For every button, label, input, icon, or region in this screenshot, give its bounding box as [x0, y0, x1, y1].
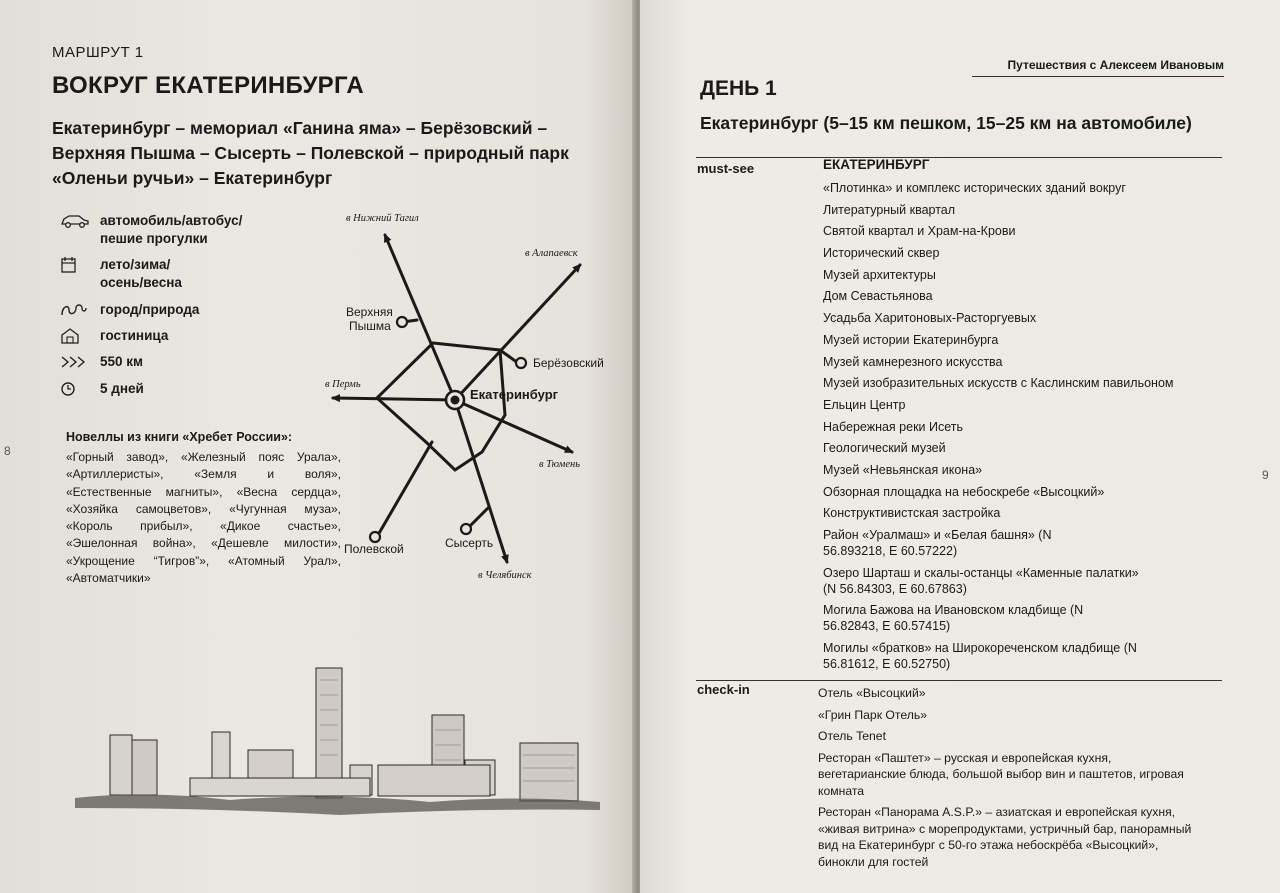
check-in-rule	[696, 680, 1222, 681]
info-transport-text: автомобиль/автобус/ пешие прогулки	[100, 213, 243, 246]
list-item: Ресторан «Паштет» – русская и европейская кухня, вегетарианские блюда, большой выбор вин и паштетов, игровая комната	[818, 750, 1184, 798]
route-icon	[60, 301, 90, 319]
road-tyumen	[455, 400, 572, 452]
running-header: Путешествия с Алексеем Ивановым	[1007, 58, 1224, 72]
route-map	[315, 205, 615, 590]
day-subtitle: Екатеринбург (5–15 км пешком, 15–25 км на автомобиле)	[700, 113, 1192, 133]
road-sysert	[468, 508, 488, 528]
direction-perm: в Пермь	[325, 379, 361, 390]
page-number-left: 8	[4, 444, 11, 458]
info-accommodation-text: гостиница	[100, 328, 169, 343]
direction-alapaevsk: в Алапаевск	[525, 248, 578, 259]
town-label-sysert: Сысерть	[445, 536, 494, 550]
road-nizhny-tagil	[385, 235, 455, 400]
list-item: Музей архитектуры	[823, 267, 936, 282]
route-description: Екатеринбург – мемориал «Ганина яма» – Берёзовский – Верхняя Пышма – Сысерть – Полевской – природный парк «Оленьи ручьи» – Екатеринбург	[52, 118, 569, 188]
list-item: Музей «Невьянская икона»	[823, 462, 983, 477]
list-item: Конструктивистская застройка	[823, 506, 1001, 521]
town-label-berezovsky: Берёзовский	[533, 356, 604, 370]
town-label-verkhnyaya-pyshma	[346, 305, 393, 333]
list-item: Ельцин Центр	[823, 397, 906, 412]
center-label: Екатеринбург	[470, 387, 559, 402]
list-item: Музей камнерезного искусства	[823, 354, 1003, 369]
route-label: МАРШРУТ 1	[52, 44, 144, 61]
page-number-right: 9	[1262, 468, 1269, 482]
list-item: Литературный квартал	[823, 202, 956, 217]
town-label-verkhnyaya-pyshma-line2: Пышма	[349, 319, 391, 333]
list-item: «Плотинка» и комплекс исторических зданий вокруг	[823, 181, 1126, 195]
road-alapaevsk	[455, 265, 580, 400]
list-item: Музей изобразительных искусств с Каслинским павильоном	[823, 376, 1174, 391]
list-item: Отель Tenet	[818, 729, 886, 743]
info-type-text: город/природа	[100, 302, 200, 317]
check-in-list	[818, 685, 1202, 875]
list-item: Музей истории Екатеринбурга	[823, 332, 999, 347]
direction-chelyabinsk: в Челябинск	[478, 570, 532, 581]
info-season-text: лето/зима/ осень/весна	[100, 257, 182, 290]
list-item: Набережная реки Исеть	[823, 419, 964, 434]
must-see-list	[823, 157, 1213, 678]
novels-text: «Горный завод», «Железный пояс Урала», «Артиллеристы», «Земля и воля», «Естественные магниты», «Весна сердца», «Хозяйка самоцветов», «Чугунная муза», «Король прибыл», «Дикое счастье», «Эшелонная война», «Дешевле милости», «Укрощение “Тигров”», «Атомный Урал», «Автоматчики»	[66, 450, 341, 586]
town-marker-polevskoy	[370, 532, 380, 542]
calendar-icon	[60, 256, 90, 274]
city-skyline-illustration	[70, 650, 610, 830]
list-item: Дом Севастьянова	[823, 289, 933, 304]
route-title: ВОКРУГ ЕКАТЕРИНБУРГА	[52, 72, 365, 99]
info-type	[60, 301, 199, 319]
list-item: Могила Бажова на Ивановском кладбище (N 56.82843, E 60.57415)	[823, 603, 1084, 634]
list-item: Святой квартал и Храм-на-Крови	[823, 224, 1016, 239]
novels-title: Новеллы из книги «Хребет России»:	[66, 430, 293, 444]
check-in-label: check-in	[697, 682, 750, 697]
list-item: Отель «Высоцкий»	[818, 686, 926, 700]
town-marker-sysert	[461, 524, 471, 534]
hotel-icon	[60, 327, 90, 345]
center-dot	[451, 396, 460, 405]
road-polevskoy	[378, 442, 432, 535]
info-duration	[60, 380, 144, 398]
town-label-verkhnyaya-pyshma-line1: Верхняя	[346, 305, 393, 319]
direction-tyumen: в Тюмень	[539, 459, 580, 470]
direction-nizhny-tagil: в Нижний Тагил	[346, 213, 419, 224]
info-distance	[60, 353, 143, 371]
info-transport	[60, 212, 242, 248]
header-rule	[972, 76, 1224, 77]
info-season	[60, 256, 182, 292]
road-perm	[333, 398, 455, 400]
must-see-city: ЕКАТЕРИНБУРГ	[823, 157, 930, 172]
left-page	[0, 0, 636, 893]
list-item: Обзорная площадка на небоскребе «Высоцкий»	[823, 484, 1105, 499]
list-item: Район «Уралмаш» и «Белая башня» (N 56.893218, E 60.57222)	[823, 528, 1052, 558]
info-duration-text: 5 дней	[100, 381, 144, 396]
must-see-label: must-see	[697, 161, 755, 176]
list-item: Усадьба Харитоновых-Расторгуевых	[823, 311, 1037, 326]
list-item: Геологический музей	[823, 441, 946, 456]
list-item: Могилы «братков» на Широкореченском кладбище (N 56.81612, E 60.52750)	[823, 641, 1137, 672]
list-item: Ресторан «Панорама A.S.P.» – азиатская и европейская кухня, «живая витрина» с морепродуктами, устричный бар, панорамный вид на Екатеринбург с 50-го этажа небоскрёба «Высоцкий», бинокли для гостей	[818, 805, 1192, 869]
info-accommodation	[60, 327, 168, 345]
town-marker-verkhnyaya-pyshma	[397, 317, 407, 327]
car-icon	[60, 212, 90, 230]
town-label-polevskoy: Полевской	[344, 542, 404, 556]
clock-icon	[60, 380, 90, 398]
distance-icon	[60, 353, 90, 371]
list-item: «Грин Парк Отель»	[818, 707, 927, 722]
day-title: ДЕНЬ 1	[700, 77, 777, 100]
ring-road	[377, 343, 505, 470]
info-distance-text: 550 км	[100, 354, 144, 369]
list-item: Исторический сквер	[823, 246, 940, 261]
list-item: Озеро Шарташ и скалы-останцы «Каменные палатки» (N 56.84303, E 60.67863)	[823, 565, 1139, 596]
town-marker-berezovsky	[516, 358, 526, 368]
